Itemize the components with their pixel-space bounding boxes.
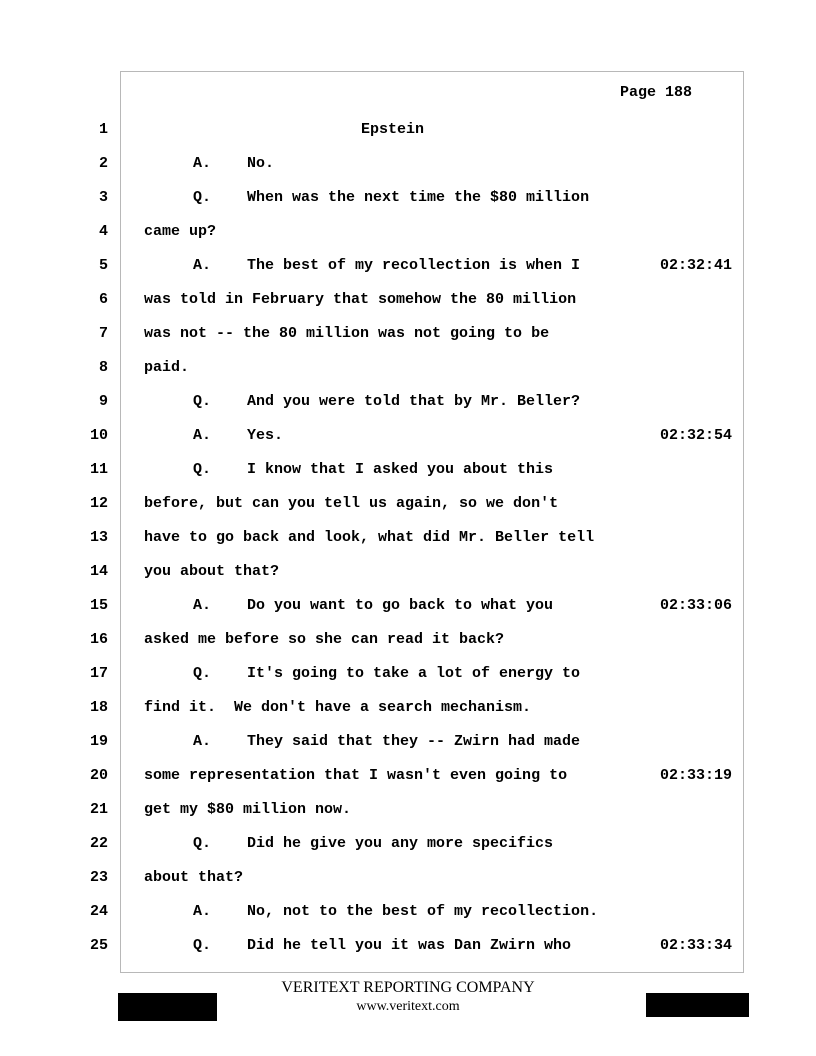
line-text: came up? [144, 223, 217, 240]
transcript-line [0, 494, 816, 514]
line-text: get my $80 million now. [144, 801, 352, 818]
line-number: 25 [89, 937, 108, 954]
transcript-line [0, 562, 816, 582]
line-text: Q. And you were told that by Mr. Beller? [193, 393, 581, 410]
timestamp: 02:32:41 [660, 257, 733, 274]
line-text: A. No. [193, 155, 275, 172]
line-number: 20 [89, 767, 108, 784]
transcript-line [0, 358, 816, 378]
line-text: Q. It's going to take a lot of energy to [193, 665, 581, 682]
line-number: 23 [89, 869, 108, 886]
line-number: 16 [89, 631, 108, 648]
footer-url: www.veritext.com [356, 999, 460, 1014]
line-text: about that? [144, 869, 244, 886]
transcript-line [0, 154, 816, 174]
timestamp: 02:33:06 [660, 597, 733, 614]
line-text: find it. We don't have a search mechanism. [144, 699, 532, 716]
timestamp: 02:33:34 [660, 937, 733, 954]
line-number: 5 [98, 257, 108, 274]
line-text: A. They said that they -- Zwirn had made [193, 733, 581, 750]
line-number: 24 [89, 903, 108, 920]
transcript-line [0, 188, 816, 208]
line-text: before, but can you tell us again, so we don't [144, 495, 559, 512]
line-text: some representation that I wasn't even going to [144, 767, 568, 784]
line-text: paid. [144, 359, 190, 376]
transcript-line [0, 902, 816, 922]
line-number: 15 [89, 597, 108, 614]
line-number: 7 [98, 325, 108, 342]
line-number: 6 [98, 291, 108, 308]
transcript-line [0, 324, 816, 344]
line-number: 11 [89, 461, 108, 478]
transcript-line [0, 834, 816, 854]
line-text: was told in February that somehow the 80 million [144, 291, 577, 308]
line-number: 14 [89, 563, 108, 580]
transcript-line [0, 596, 816, 616]
line-number: 19 [89, 733, 108, 750]
line-text: A. No, not to the best of my recollection. [193, 903, 599, 920]
line-number: 13 [89, 529, 108, 546]
transcript-line [0, 222, 816, 242]
transcript-line [0, 698, 816, 718]
line-text: have to go back and look, what did Mr. Beller tell [144, 529, 595, 546]
transcript-line [0, 426, 816, 446]
line-number: 17 [89, 665, 108, 682]
line-number: 10 [89, 427, 108, 444]
line-text: Q. Did he give you any more specifics [193, 835, 554, 852]
line-text: Epstein [361, 121, 425, 138]
redaction-box-left [118, 993, 217, 1021]
line-text: Q. I know that I asked you about this [193, 461, 554, 478]
line-text: asked me before so she can read it back? [144, 631, 505, 648]
redaction-box-right [646, 993, 749, 1017]
timestamp: 02:32:54 [660, 427, 733, 444]
transcript-line [0, 120, 816, 140]
transcript-line [0, 528, 816, 548]
line-number: 21 [89, 801, 108, 818]
line-text: A. Yes. [193, 427, 284, 444]
line-number: 2 [98, 155, 108, 172]
transcript-line [0, 664, 816, 684]
line-number: 18 [89, 699, 108, 716]
transcript-line [0, 868, 816, 888]
transcript-line [0, 732, 816, 752]
transcript-line [0, 460, 816, 480]
line-number: 4 [98, 223, 108, 240]
transcript-line [0, 630, 816, 650]
line-text: Q. Did he tell you it was Dan Zwirn who [193, 937, 572, 954]
line-text: Q. When was the next time the $80 million [193, 189, 590, 206]
transcript-line [0, 936, 816, 956]
transcript-line [0, 392, 816, 412]
transcript-line [0, 800, 816, 820]
transcript-line [0, 290, 816, 310]
line-text: was not -- the 80 million was not going to be [144, 325, 550, 342]
line-number: 9 [98, 393, 108, 410]
transcript-line [0, 256, 816, 276]
line-text: you about that? [144, 563, 280, 580]
transcript-line [0, 766, 816, 786]
line-number: 12 [89, 495, 108, 512]
page-number: Page 188 [620, 84, 693, 101]
line-number: 22 [89, 835, 108, 852]
line-text: A. Do you want to go back to what you [193, 597, 554, 614]
line-number: 1 [98, 121, 108, 138]
footer-company: VERITEXT REPORTING COMPANY [281, 979, 535, 996]
timestamp: 02:33:19 [660, 767, 733, 784]
line-number: 3 [98, 189, 108, 206]
line-text: A. The best of my recollection is when I [193, 257, 581, 274]
line-number: 8 [98, 359, 108, 376]
